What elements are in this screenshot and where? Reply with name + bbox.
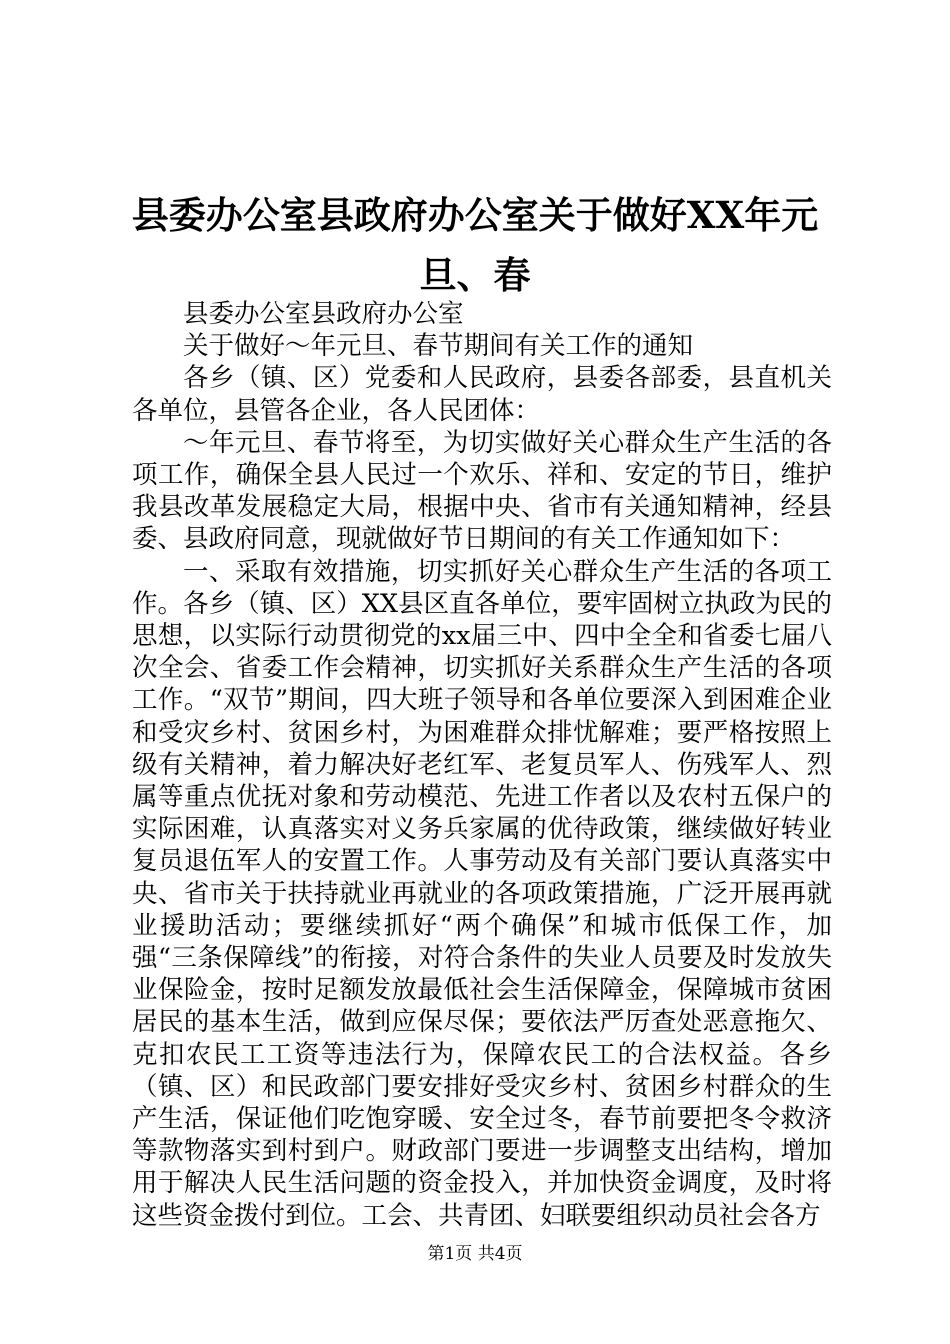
issuer-line: 县委办公室县政府办公室 — [183, 299, 464, 329]
page-number-footer: 第1页 共4页 — [427, 1244, 523, 1264]
document-title: 县委办公室县政府办公室关于做好XX年元旦、春 — [131, 193, 819, 297]
notice-subject: 关于做好～年元旦、春节期间有关工作的通知 — [183, 331, 694, 362]
intro-paragraph: ～年元旦、春节将至，为切实做好关心群众生产生活的各项工作，确保全县人民过一个欢乐、祥和、安定的节日，维护我县改革发展稳定大局，根据中央、省市有关通知精神，经县委、县政府同意，现就做好节日期间的有关工作通知如下： — [132, 427, 832, 555]
document-body — [132, 298, 832, 1232]
recipients-paragraph: 各乡（镇、区）党委和人民政府，县委各部委，县直机关各单位，县管各企业，各人民团体： — [132, 363, 832, 426]
section-one-paragraph: 一、采取有效措施，切实抓好关心群众生产生活的各项工作。各乡（镇、区）XX县区直各单位，要牢固树立执政为民的思想，以实际行动贯彻党的xx届三中、四中全全和省委七届八次全会、省委工作会精神，切实抓好关系群众生产生活的各项工作。“双节”期间，四大班子领导和各单位要深入到困难企业和受灾乡村、贫困乡村，为困难群众排忧解难；要严格按照上级有关精神，着力解决好老红军、老复员军人、伤残军人、烈属等重点优抚对象和劳动模范、先进工作者以及农村五保户的实际困难，认真落实对义务兵家属的优待政策，继续做好转业复员退伍军人的安置工作。人事劳动及有关部门要认真落实中央、省市关于扶持就业再就业的各项政策措施，广泛开展再就业援助活动；要继续抓好“两个确保”和城市低保工作，加强“三条保障线”的衔接，对符合条件的失业人员要及时发放失业保险金，按时足额发放最低社会生活保障金，保障城市贫困居民的基本生活，做到应保尽保；要依法严厉查处恶意拖欠、克扣农民工工资等违法行为，保障农民工的合法权益。各乡（镇、区）和民政部门要安排好受灾乡村、贫困乡村群众的生产生活，保证他们吃饱穿暖、安全过冬，春节前要把冬令救济等款物落实到村到户。财政部门要进一步调整支出结构，增加用于解决人民生活问题的资金投入，并加快资金调度，及时将这些资金拨付到位。工会、共青团、妇联要组织动员社会各方 — [132, 556, 832, 1231]
